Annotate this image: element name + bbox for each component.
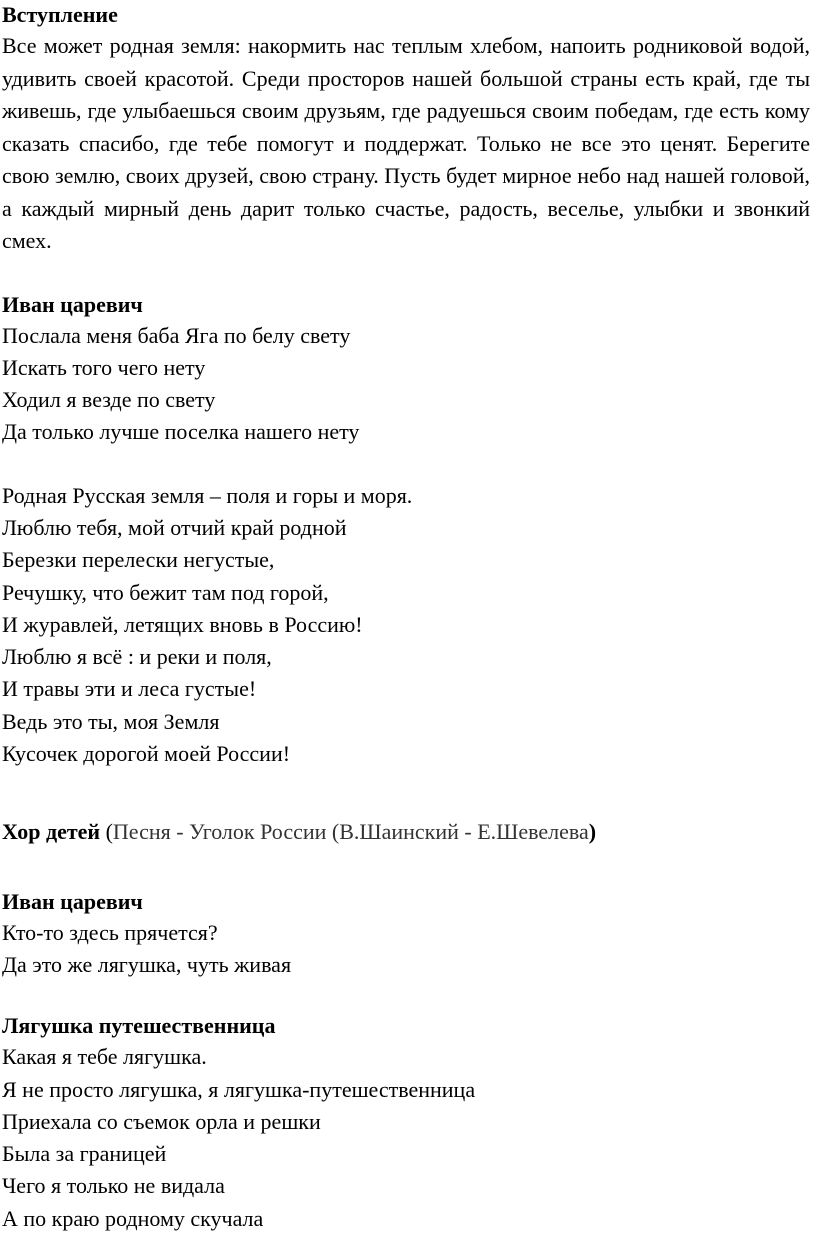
speech-line: Искать того чего нету [2, 354, 206, 380]
spacer [2, 849, 816, 887]
ivan-speech-1 [2, 320, 816, 449]
speech-line: Да только лучше поселка нашего нету [2, 419, 360, 445]
choir-close-paren: ) [588, 819, 597, 845]
poem-line: Березки перелески негустые, [2, 547, 275, 573]
poem-line: Ведь это ты, моя Земля [2, 708, 220, 734]
speech-line: Ходил я везде по свету [2, 387, 216, 413]
spacer [2, 258, 816, 290]
speech-line: Какая я тебе лягушка. [2, 1044, 207, 1070]
poem-line: Люблю тебя, мой отчий край родной [2, 514, 347, 540]
poem-line: Родная Русская земля – поля и горы и моря. [2, 482, 413, 508]
speech-line: Была за границей [2, 1141, 167, 1167]
poem-line: И журавлей, летящих вновь в Россию! [2, 611, 363, 637]
speech-line: А по краю родному скучала [2, 1205, 264, 1231]
speech-line: Да это же лягушка, чуть живая [2, 951, 292, 977]
choir-line [2, 816, 816, 848]
spacer [2, 981, 816, 1011]
poem-line: Люблю я всё : и реки и поля, [2, 644, 272, 670]
speech-line: Послала меня баба Яга по белу свету [2, 322, 351, 348]
ivan-speech-2 [2, 917, 816, 982]
intro-paragraph: Все может родная земля: накормить нас теплым хлебом, напоить родниковой водой, удивить своей красотой. Среди просторов нашей большой страны есть край, где ты живешь, где улыбаешься своим друзьям, где радуешься своим победам, где есть кому сказать спасибо, где тебе помогут и поддержат. Только не все это ценят. Берегите свою землю, своих друзей, свою страну. Пусть будет мирное небо над нашей головой, а каждый мирный день дарит только счастье, радость, веселье, улыбки и звонкий смех. [2, 33, 810, 253]
spacer [2, 449, 816, 480]
speech-line: Приехала со съемок орла и решки [2, 1108, 321, 1134]
choir-song-note: Песня - Уголок России (В.Шаинский - Е.Шевелева [112, 819, 589, 845]
choir-open-paren: ( [100, 819, 113, 845]
frog-speech [2, 1041, 816, 1235]
frog-heading: Лягушка путешественница [2, 1013, 276, 1039]
spacer [2, 770, 816, 816]
poem-block [2, 480, 816, 771]
ivan-heading: Иван царевич [2, 291, 143, 317]
ivan-heading: Иван царевич [2, 888, 143, 914]
poem-line: Кусочек дорогой моей России! [2, 741, 291, 767]
intro-heading: Вступление [2, 2, 118, 27]
speech-line: Я не просто лягушка, я лягушка-путешественница [2, 1076, 476, 1102]
poem-line: И травы эти и леса густые! [2, 676, 257, 702]
poem-line: Речушку, что бежит там под горой, [2, 579, 329, 605]
speech-line: Кто-то здесь прячется? [2, 919, 218, 945]
choir-heading: Хор детей [2, 819, 101, 845]
speech-line: Чего я только не видала [2, 1173, 225, 1199]
